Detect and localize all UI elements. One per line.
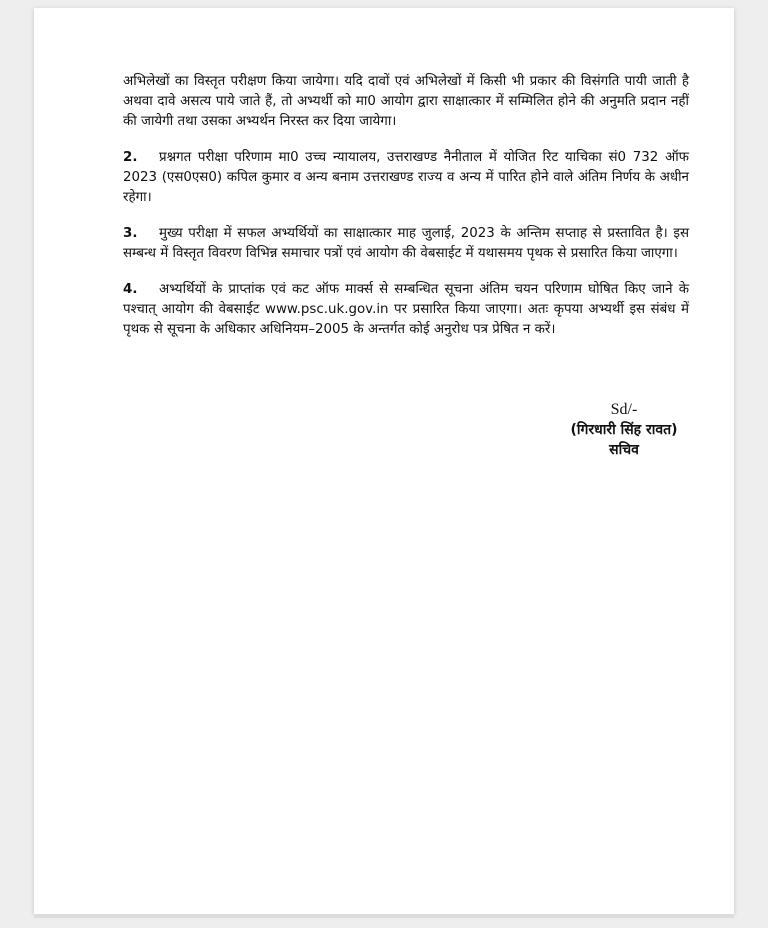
signature-block [554, 400, 694, 460]
signatory-name: (गिरधारी सिंह रावत) [570, 422, 678, 438]
paragraph-3 [123, 224, 689, 264]
document-page [34, 8, 734, 914]
paragraph-number: 4. [123, 282, 138, 297]
paragraph-number: 3. [123, 226, 138, 241]
signatory-designation: सचिव [609, 442, 639, 458]
page-bottom-edge [34, 914, 734, 918]
paragraph-continued [123, 72, 689, 132]
paragraph-text: प्रश्नगत परीक्षा परिणाम मा0 उच्च न्यायालय, उत्तराखण्ड नैनीताल में योजित रिट याचिका सं0 732 ऑफ 2023 (एस0एस0) कपिल कुमार व अन्य बनाम उत्तराखण्ड राज्य व अन्य में पारित होने वाले अंतिम निर्णय के अधीन रहेगा। [123, 150, 689, 205]
paragraph-number: 2. [123, 150, 138, 165]
paragraph-2 [123, 148, 689, 208]
paragraph-4 [123, 280, 689, 340]
paragraph-text: अभ्यर्थियों के प्राप्तांक एवं कट ऑफ मार्क्स से सम्बन्धित सूचना अंतिम चयन परिणाम घोषित किए जाने के पश्चात् आयोग की वेबसाईट www.psc.uk.gov.in पर प्रसारित किया जाएगा। अतः कृपया अभ्यर्थी इस संबंध में पृथक से सूचना के अधिकार अधिनियम–2005 के अन्तर्गत कोई अनुरोध पत्र प्रेषित न करें। [123, 282, 689, 337]
signature-sd: Sd/- [610, 401, 638, 418]
paragraph-text: अभिलेखों का विस्तृत परीक्षण किया जायेगा। यदि दावों एवं अभिलेखों में किसी भी प्रकार की विसंगति पायी जाती है अथवा दावे असत्य पाये जाते हैं, तो अभ्यर्थी को मा0 आयोग द्वारा साक्षात्कार में सम्मिलित होने की अनुमति प्रदान नहीं की जायेगी तथा उसका अभ्यर्थन निरस्त कर दिया जायेगा। [123, 74, 689, 129]
paragraph-text: मुख्य परीक्षा में सफल अभ्यर्थियों का साक्षात्कार माह जुलाई, 2023 के अन्तिम सप्ताह से प्रस्तावित है। इस सम्बन्ध में विस्तृत विवरण विभिन्न समाचार पत्रों एवं आयोग की वेबसाईट में यथासमय पृथक से प्रसारित किया जाएगा। [123, 226, 689, 261]
document-body [123, 72, 689, 356]
